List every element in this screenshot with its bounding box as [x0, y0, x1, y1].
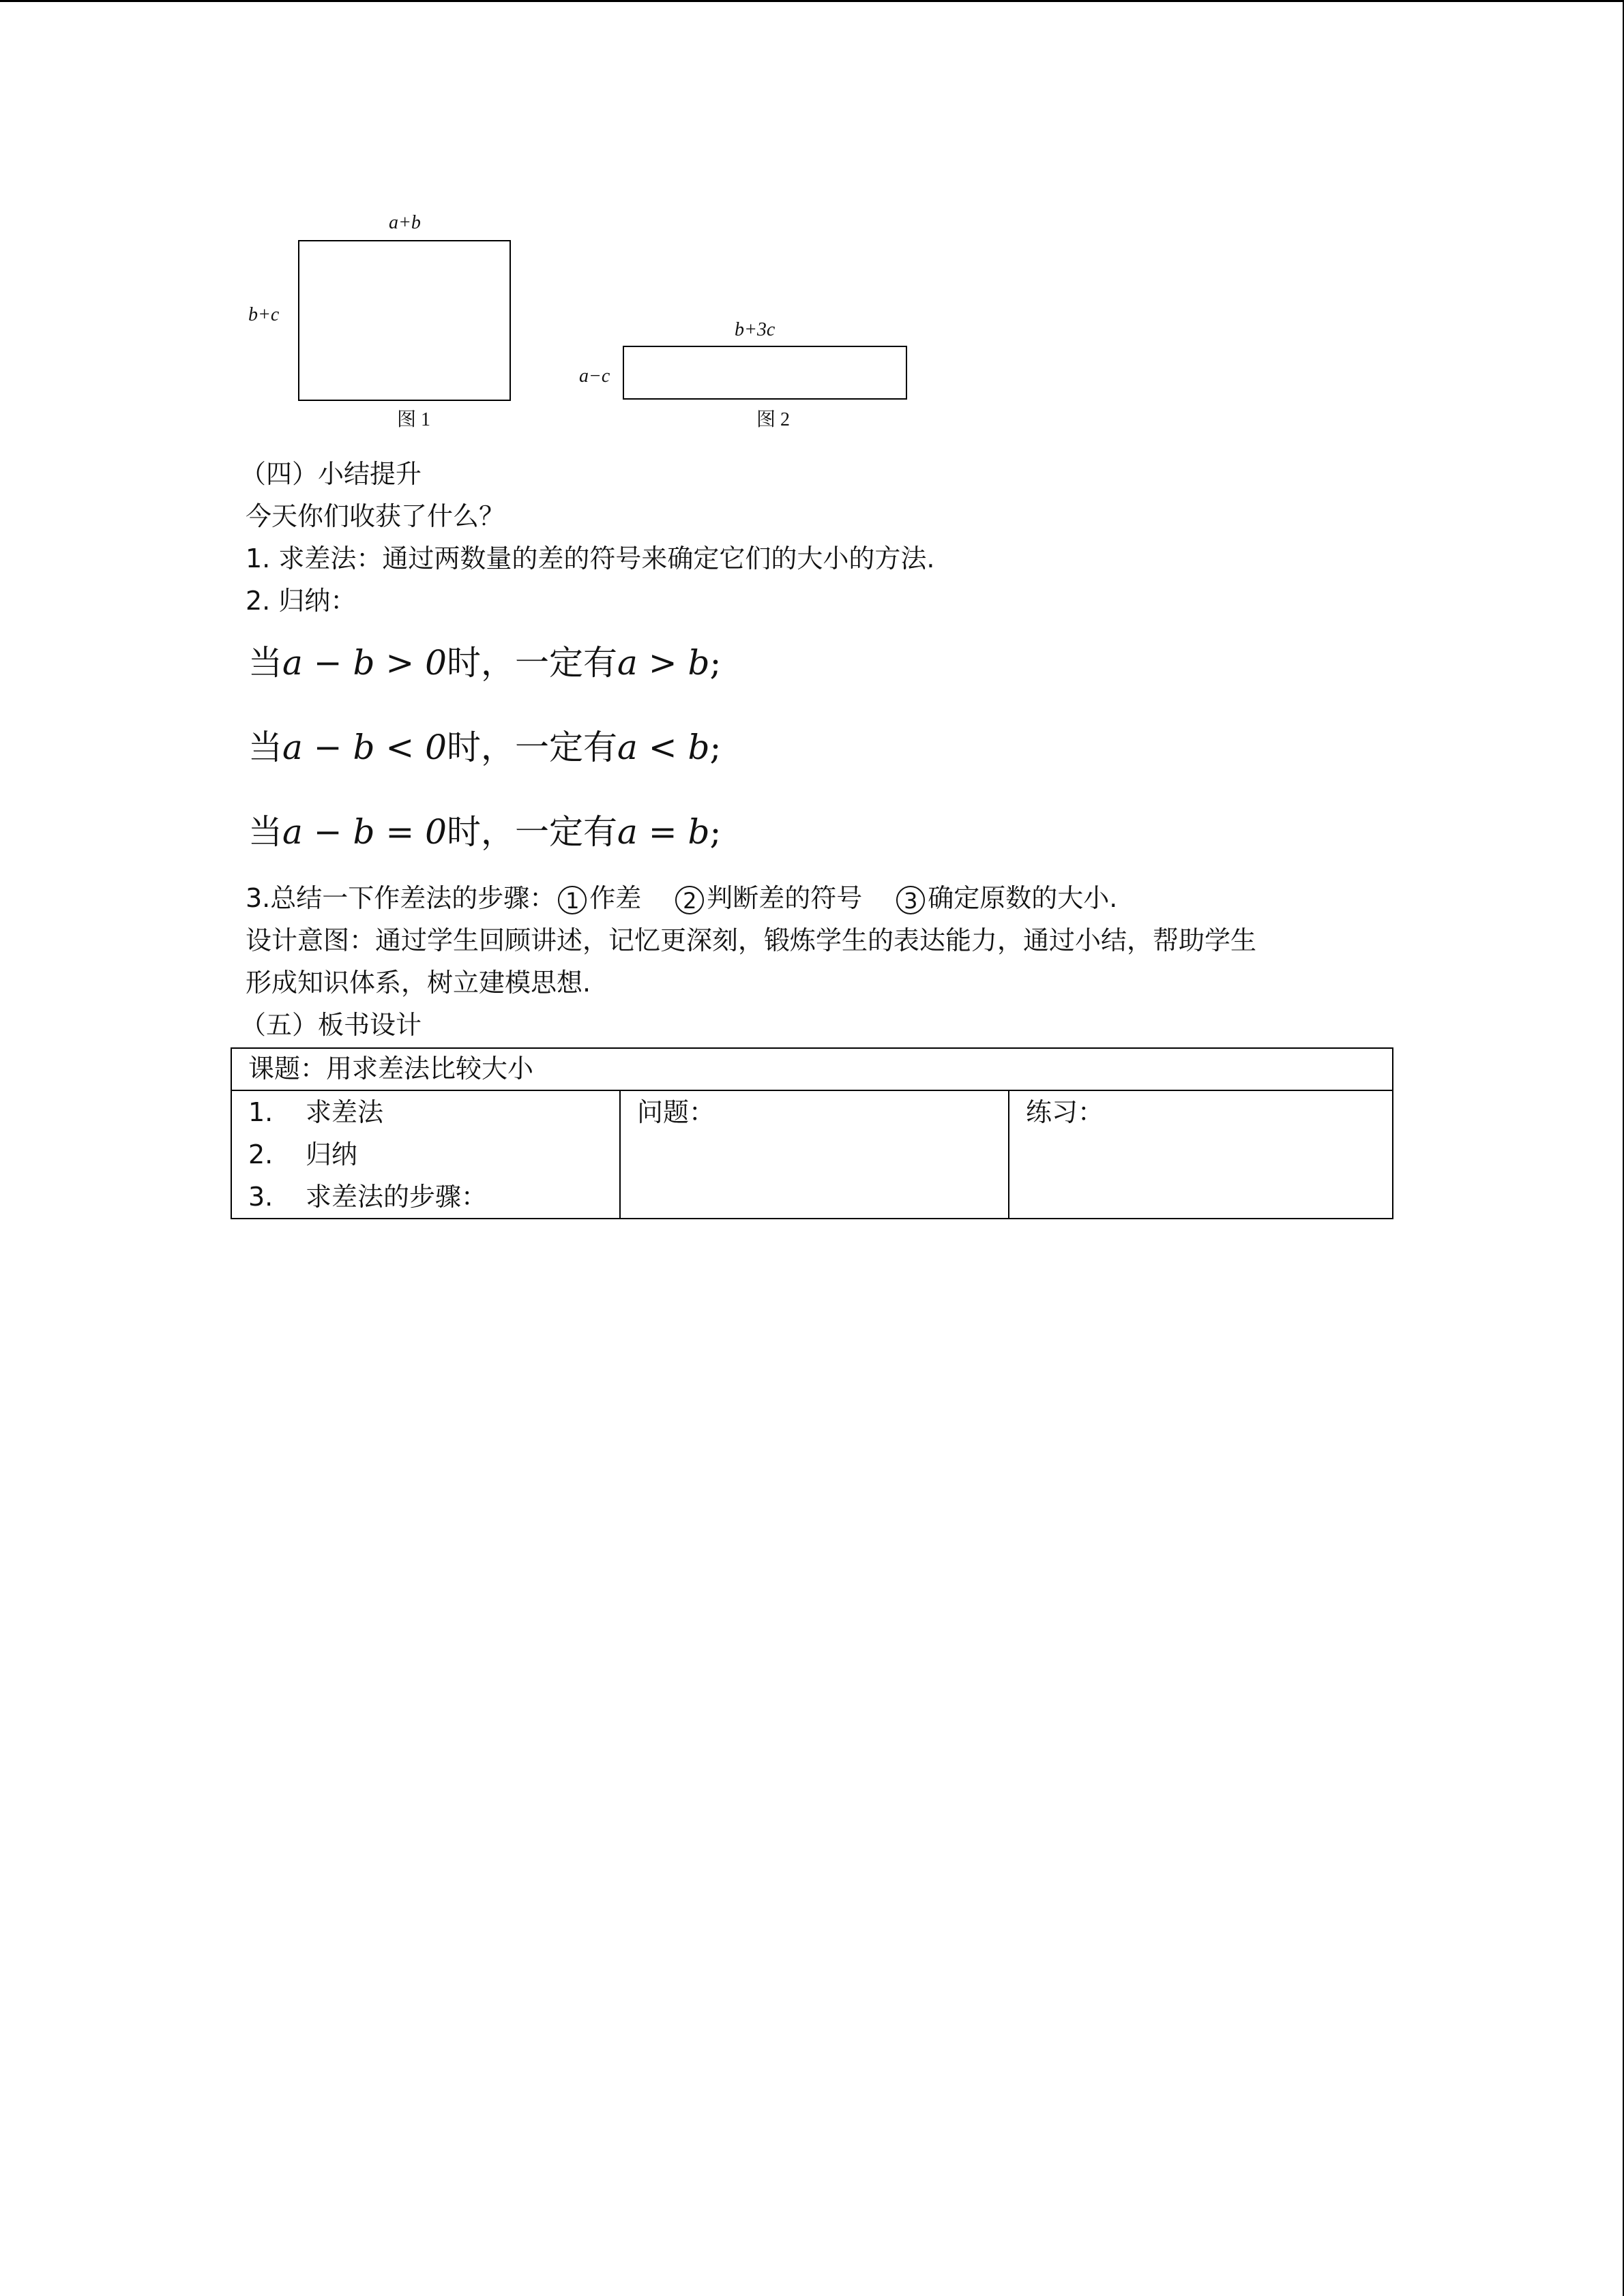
- board-item-2: 2. 归纳: [248, 1139, 358, 1169]
- board-design-table: [231, 1047, 1393, 1219]
- figure2-rectangle: [623, 346, 907, 400]
- figure1-side-label: b+c: [248, 304, 280, 325]
- board-item-3: 3. 求差法的步骤：: [248, 1182, 488, 1212]
- section5-heading: （五）板书设计: [240, 1010, 422, 1040]
- steps-prefix: 3.总结一下作差法的步骤：: [246, 883, 556, 913]
- summary-item-2: 2. 归纳：: [246, 586, 357, 616]
- figure2-side-label: a−c: [579, 366, 610, 387]
- summary-item-1: 1. 求差法：通过两数量的差的符号来确定它们的大小的方法.: [246, 543, 935, 573]
- figure1-top-label: a+b: [389, 212, 421, 233]
- circled-number-2: 2: [675, 886, 704, 914]
- design-intent-line2: 形成知识体系，树立建模思想.: [246, 968, 591, 998]
- board-item-1: 1. 求差法: [248, 1097, 384, 1127]
- page-top-border: [0, 0, 1624, 2]
- board-col3-cell: [1009, 1090, 1393, 1219]
- design-intent-line1: 设计意图：通过学生回顾讲述，记忆更深刻，锻炼学生的表达能力，通过小结，帮助学生: [246, 925, 1257, 955]
- rule-greater: 当a − b > 0时，一定有a > b;: [248, 643, 722, 683]
- board-practice-label: 练习：: [1026, 1097, 1104, 1127]
- board-title-cell: [231, 1048, 1393, 1090]
- rule-equal: 当a − b = 0时，一定有a = b;: [248, 812, 722, 852]
- section4-question: 今天你们收获了什么？: [246, 501, 505, 531]
- step-2: 判断差的符号: [707, 883, 863, 913]
- board-col2-cell: [620, 1090, 1009, 1219]
- step-1: 作差: [589, 883, 642, 913]
- board-col1-cell: [231, 1090, 620, 1219]
- circled-number-3: 3: [896, 886, 925, 914]
- step-3: 确定原数的大小.: [928, 883, 1118, 913]
- section4-heading: （四）小结提升: [240, 459, 422, 489]
- board-title: 课题：用求差法比较大小: [248, 1054, 534, 1084]
- figure1-rectangle: [298, 240, 511, 401]
- board-question-label: 问题：: [637, 1097, 715, 1127]
- figure1-caption: 图 1: [397, 409, 431, 430]
- figure2-top-label: b+3c: [735, 319, 776, 340]
- rule-less: 当a − b < 0时，一定有a < b;: [248, 728, 722, 767]
- circled-number-1: 1: [558, 886, 587, 914]
- figure2-caption: 图 2: [756, 409, 791, 430]
- steps-line: [246, 882, 1117, 914]
